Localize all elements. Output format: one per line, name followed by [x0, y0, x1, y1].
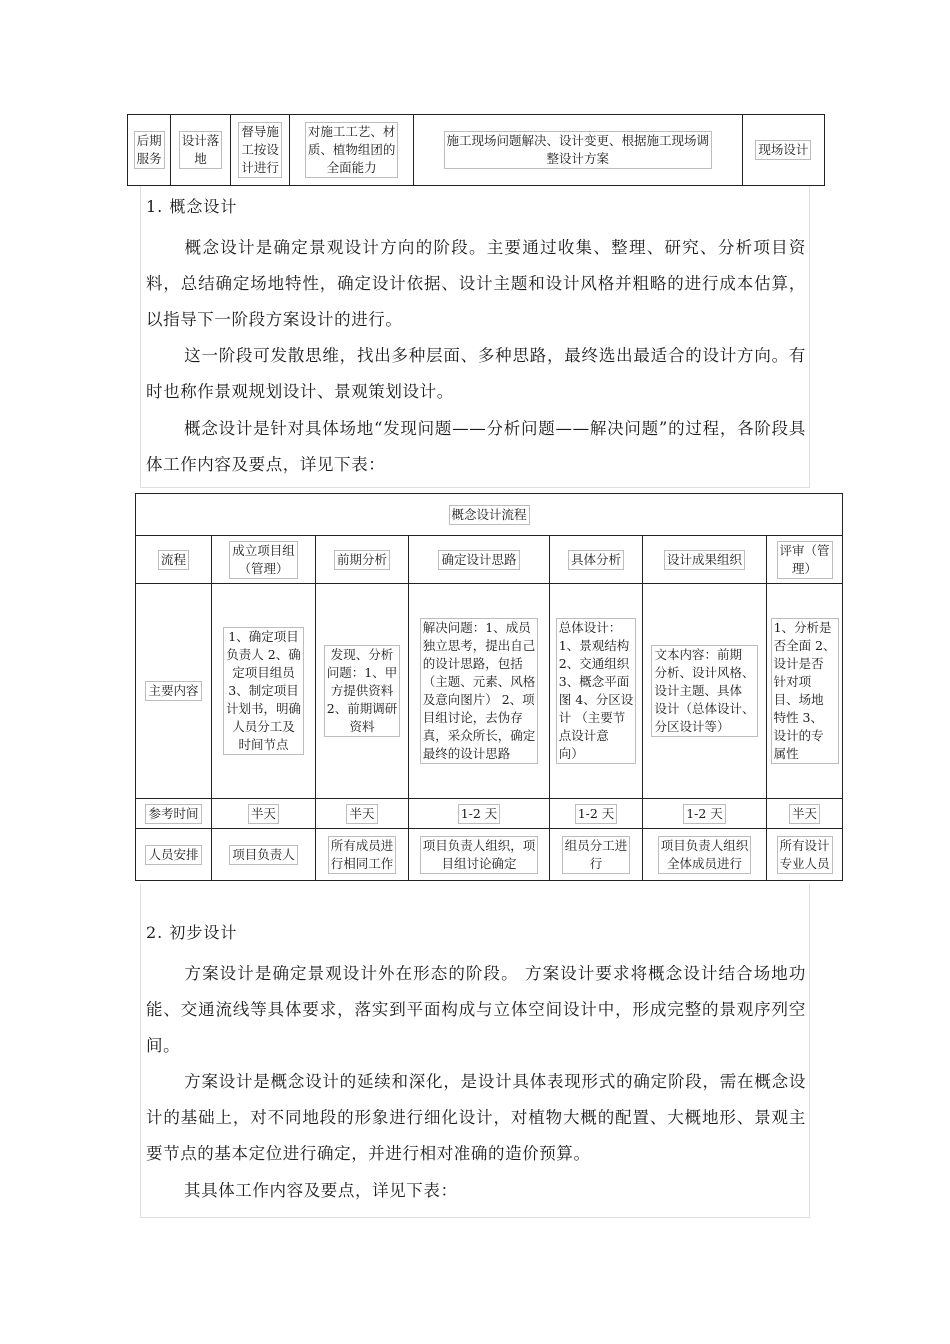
- table-cell: 1、确定项目 负责人 2、确 定项目组员 3、制定项目 计划书，明确 人员分工及 时间节点: [212, 584, 316, 799]
- row-label: 参考时间: [136, 799, 212, 829]
- section-heading: 1. 概念设计: [146, 197, 238, 216]
- paragraph: 概念设计是确定景观设计方向的阶段。主要通过收集、整理、研究、分析项目资料，总结确定场地特性，确定设计依据、设计主题和设计风格并粗略的进行成本估算，以指导下一阶段方案设计的进行。: [146, 238, 806, 329]
- paragraph: 其具体工作内容及要点，详见下表：: [184, 1181, 458, 1200]
- table-cell: 施工现场问题解决、设计变更、根据施工现场调 整设计方案: [413, 115, 742, 186]
- section-heading: 2. 初步设计: [146, 923, 238, 942]
- table-cell: 1-2 天: [409, 799, 550, 829]
- table-cell: 现场设计: [742, 115, 824, 186]
- table-cell: 所有设计 专业人员: [767, 829, 843, 881]
- paragraph: 方案设计是确定景观设计外在形态的阶段。 方案设计要求将概念设计结合场地功能、交通流线等具体要求，落实到平面构成与立体空间设计中，形成完整的景观序列空间。: [146, 964, 806, 1055]
- table-cell: 项目负责人: [212, 829, 316, 881]
- table-cell: 项目负责人组织 全体成员进行: [643, 829, 767, 881]
- table-cell: 总体设计： 1、景观结构 2、交通组织 3、概念平面 图 4、分区设 计 （主要节 点设计意 向）: [550, 584, 643, 799]
- table-row: [136, 799, 843, 829]
- column-header: 确定设计思路: [409, 536, 550, 584]
- concept-design-table: [135, 493, 843, 881]
- column-header: 成立项目组 （管理）: [212, 536, 316, 584]
- column-header: 具体分析: [550, 536, 643, 584]
- paragraph: 概念设计是针对具体场地“发现问题——分析问题——解决问题”的过程，各阶段具体工作内容及要点，详见下表：: [146, 419, 806, 474]
- table-cell: 对施工工艺、材 质、植物组团的 全面能力: [290, 115, 413, 186]
- column-header: 前期分析: [316, 536, 409, 584]
- table-cell: 项目负责人组织，项 目组讨论确定: [409, 829, 550, 881]
- table-cell: 半天: [212, 799, 316, 829]
- table-cell: 文本内容：前期 分析、设计风格、 设计主题、具体 设计（总体设计、 分区设计等）: [643, 584, 767, 799]
- service-phase-table: [127, 114, 825, 186]
- table-header-row: [136, 536, 843, 584]
- table-cell: 解决问题：1、成员 独立思考，提出自己 的设计思路，包括 （主题、元素、风格 及意向图片） 2、项 目组讨论，去伪存 真，采众所长，确定 最终的设计思路: [409, 584, 550, 799]
- table-cell: 半天: [767, 799, 843, 829]
- paragraph: 这一阶段可发散思维，找出多种层面、多种思路，最终选出最适合的设计方向。有时也称作景观规划设计、景观策划设计。: [146, 346, 806, 401]
- row-label: 人员安排: [136, 829, 212, 881]
- column-header: 评审（管 理）: [767, 536, 843, 584]
- table-cell: 所有成员进 行相同工作: [316, 829, 409, 881]
- table-cell: 1-2 天: [643, 799, 767, 829]
- table-cell: 督导施 工按设 计进行: [230, 115, 290, 186]
- column-header: 流程: [136, 536, 212, 584]
- column-header: 设计成果组织: [643, 536, 767, 584]
- table-cell: 发现、分析 问题：1、甲 方提供资料 2、前期调研 资料: [316, 584, 409, 799]
- table-row: [136, 829, 843, 881]
- table-title: 概念设计流程: [136, 494, 843, 536]
- table-title-row: [136, 494, 843, 536]
- row-label: 主要内容: [136, 584, 212, 799]
- table-row: [136, 584, 843, 799]
- table-cell: 1-2 天: [550, 799, 643, 829]
- table-cell: 1、分析是 否全面 2、 设计是否 针对项 目、场地 特性 3、 设计的专 属性: [767, 584, 843, 799]
- table-cell: 半天: [316, 799, 409, 829]
- table-row: [128, 115, 825, 186]
- table-cell: 设计落 地: [171, 115, 231, 186]
- table-cell: 组员分工进 行: [550, 829, 643, 881]
- paragraph: 方案设计是概念设计的延续和深化，是设计具体表现形式的确定阶段，需在概念设计的基础上，对不同地段的形象进行细化设计，对植物大概的配置、大概地形、景观主要节点的基本定位进行确定，并进行相对准确的造价预算。: [146, 1072, 806, 1163]
- table-cell: 后期 服务: [128, 115, 171, 186]
